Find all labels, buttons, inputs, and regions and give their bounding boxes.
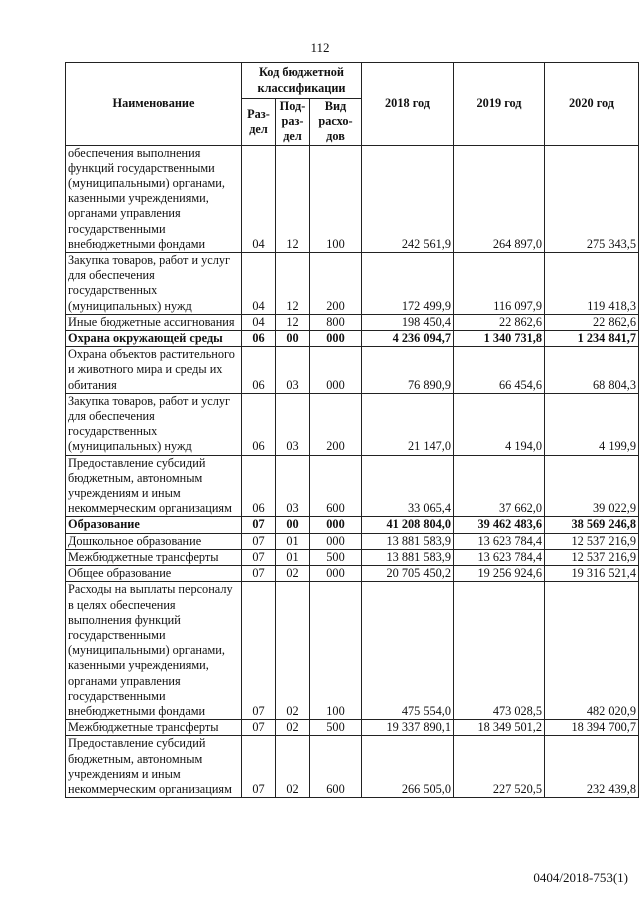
cell-expense-type: 000 bbox=[310, 331, 362, 347]
cell-subsection: 12 bbox=[276, 253, 310, 315]
cell-expense-type: 000 bbox=[310, 566, 362, 582]
cell-section: 06 bbox=[242, 331, 276, 347]
cell-2019: 37 662,0 bbox=[454, 455, 545, 517]
cell-name: Охрана окружающей среды bbox=[66, 331, 242, 347]
cell-section: 07 bbox=[242, 720, 276, 736]
cell-2020: 19 316 521,4 bbox=[545, 566, 639, 582]
cell-2019: 66 454,6 bbox=[454, 347, 545, 394]
cell-name: Предоставление субсидий бюджетным, автономным учреждениям и иным некоммерческим организациям bbox=[66, 736, 242, 798]
table-row bbox=[66, 549, 639, 565]
table-row bbox=[66, 582, 639, 720]
cell-2020: 68 804,3 bbox=[545, 347, 639, 394]
cell-2018: 172 499,9 bbox=[362, 253, 454, 315]
budget-table bbox=[65, 62, 639, 798]
cell-subsection: 02 bbox=[276, 582, 310, 720]
cell-expense-type: 100 bbox=[310, 145, 362, 252]
table-row bbox=[66, 331, 639, 347]
cell-2020: 38 569 246,8 bbox=[545, 517, 639, 533]
header-name: Наименование bbox=[66, 63, 242, 146]
cell-2019: 473 028,5 bbox=[454, 582, 545, 720]
cell-subsection: 03 bbox=[276, 393, 310, 455]
table-row bbox=[66, 533, 639, 549]
cell-2019: 116 097,9 bbox=[454, 253, 545, 315]
cell-2018: 21 147,0 bbox=[362, 393, 454, 455]
cell-section: 07 bbox=[242, 533, 276, 549]
cell-expense-type: 600 bbox=[310, 455, 362, 517]
cell-2019: 13 623 784,4 bbox=[454, 549, 545, 565]
cell-expense-type: 000 bbox=[310, 347, 362, 394]
cell-section: 07 bbox=[242, 736, 276, 798]
cell-section: 06 bbox=[242, 347, 276, 394]
cell-name: Закупка товаров, работ и услуг для обеспечения государственных (муниципальных) нужд bbox=[66, 393, 242, 455]
table-row bbox=[66, 253, 639, 315]
cell-expense-type: 500 bbox=[310, 720, 362, 736]
cell-name: Закупка товаров, работ и услуг для обеспечения государственных (муниципальных) нужд bbox=[66, 253, 242, 315]
header-section: Раз-дел bbox=[242, 99, 276, 146]
cell-subsection: 02 bbox=[276, 566, 310, 582]
table-row bbox=[66, 393, 639, 455]
cell-2019: 264 897,0 bbox=[454, 145, 545, 252]
cell-name: Расходы на выплаты персоналу в целях обеспечения выполнения функций государственными (муниципальными) органами, казенными учреждениями, органами управления государственными внебюджетными фондами bbox=[66, 582, 242, 720]
cell-subsection: 01 bbox=[276, 533, 310, 549]
cell-subsection: 00 bbox=[276, 517, 310, 533]
header-2020: 2020 год bbox=[545, 63, 639, 146]
cell-2018: 41 208 804,0 bbox=[362, 517, 454, 533]
cell-expense-type: 800 bbox=[310, 314, 362, 330]
cell-subsection: 03 bbox=[276, 455, 310, 517]
cell-expense-type: 000 bbox=[310, 533, 362, 549]
cell-2018: 242 561,9 bbox=[362, 145, 454, 252]
cell-subsection: 02 bbox=[276, 736, 310, 798]
cell-2018: 33 065,4 bbox=[362, 455, 454, 517]
cell-2019: 13 623 784,4 bbox=[454, 533, 545, 549]
cell-2018: 13 881 583,9 bbox=[362, 533, 454, 549]
cell-2020: 482 020,9 bbox=[545, 582, 639, 720]
cell-2020: 12 537 216,9 bbox=[545, 549, 639, 565]
cell-name: Общее образование bbox=[66, 566, 242, 582]
cell-subsection: 12 bbox=[276, 314, 310, 330]
table-row bbox=[66, 314, 639, 330]
table-row bbox=[66, 736, 639, 798]
cell-2019: 1 340 731,8 bbox=[454, 331, 545, 347]
cell-2019: 22 862,6 bbox=[454, 314, 545, 330]
cell-2018: 76 890,9 bbox=[362, 347, 454, 394]
cell-2019: 19 256 924,6 bbox=[454, 566, 545, 582]
cell-subsection: 12 bbox=[276, 145, 310, 252]
cell-section: 07 bbox=[242, 566, 276, 582]
cell-name: обеспечения выполнения функций государственными (муниципальными) органами, казенными учреждениями, органами управления государственными внебюджетными фондами bbox=[66, 145, 242, 252]
cell-2019: 227 520,5 bbox=[454, 736, 545, 798]
cell-expense-type: 600 bbox=[310, 736, 362, 798]
table-row bbox=[66, 145, 639, 252]
cell-section: 06 bbox=[242, 393, 276, 455]
header-2019: 2019 год bbox=[454, 63, 545, 146]
cell-2020: 119 418,3 bbox=[545, 253, 639, 315]
cell-2019: 39 462 483,6 bbox=[454, 517, 545, 533]
page-number: 112 bbox=[310, 40, 330, 55]
cell-name: Образование bbox=[66, 517, 242, 533]
table-row bbox=[66, 455, 639, 517]
cell-2019: 18 349 501,2 bbox=[454, 720, 545, 736]
table-row bbox=[66, 517, 639, 533]
cell-section: 04 bbox=[242, 253, 276, 315]
cell-2020: 39 022,9 bbox=[545, 455, 639, 517]
cell-subsection: 03 bbox=[276, 347, 310, 394]
cell-expense-type: 500 bbox=[310, 549, 362, 565]
cell-subsection: 01 bbox=[276, 549, 310, 565]
cell-2018: 266 505,0 bbox=[362, 736, 454, 798]
cell-2020: 18 394 700,7 bbox=[545, 720, 639, 736]
cell-section: 07 bbox=[242, 549, 276, 565]
cell-subsection: 00 bbox=[276, 331, 310, 347]
cell-2018: 198 450,4 bbox=[362, 314, 454, 330]
cell-name: Межбюджетные трансферты bbox=[66, 720, 242, 736]
document-code: 0404/2018-753(1) bbox=[533, 870, 628, 885]
cell-name: Охрана объектов растительного и животного мира и среды их обитания bbox=[66, 347, 242, 394]
cell-2020: 22 862,6 bbox=[545, 314, 639, 330]
cell-2020: 275 343,5 bbox=[545, 145, 639, 252]
cell-2018: 4 236 094,7 bbox=[362, 331, 454, 347]
cell-expense-type: 200 bbox=[310, 253, 362, 315]
cell-section: 06 bbox=[242, 455, 276, 517]
header-expense-type: Вид расхо-дов bbox=[310, 99, 362, 146]
cell-2018: 13 881 583,9 bbox=[362, 549, 454, 565]
cell-name: Дошкольное образование bbox=[66, 533, 242, 549]
cell-2020: 12 537 216,9 bbox=[545, 533, 639, 549]
cell-expense-type: 100 bbox=[310, 582, 362, 720]
cell-expense-type: 200 bbox=[310, 393, 362, 455]
header-subsection: Под-раз-дел bbox=[276, 99, 310, 146]
cell-2020: 1 234 841,7 bbox=[545, 331, 639, 347]
cell-name: Иные бюджетные ассигнования bbox=[66, 314, 242, 330]
cell-2018: 19 337 890,1 bbox=[362, 720, 454, 736]
table-row bbox=[66, 720, 639, 736]
cell-2018: 475 554,0 bbox=[362, 582, 454, 720]
cell-name: Предоставление субсидий бюджетным, автономным учреждениям и иным некоммерческим организациям bbox=[66, 455, 242, 517]
cell-section: 04 bbox=[242, 145, 276, 252]
cell-2020: 4 199,9 bbox=[545, 393, 639, 455]
cell-2020: 232 439,8 bbox=[545, 736, 639, 798]
cell-2019: 4 194,0 bbox=[454, 393, 545, 455]
cell-name: Межбюджетные трансферты bbox=[66, 549, 242, 565]
cell-section: 07 bbox=[242, 517, 276, 533]
table-row bbox=[66, 347, 639, 394]
cell-section: 07 bbox=[242, 582, 276, 720]
table-row bbox=[66, 566, 639, 582]
cell-expense-type: 000 bbox=[310, 517, 362, 533]
cell-subsection: 02 bbox=[276, 720, 310, 736]
header-code-group: Код бюджетной классификации bbox=[242, 63, 362, 99]
header-2018: 2018 год bbox=[362, 63, 454, 146]
cell-section: 04 bbox=[242, 314, 276, 330]
cell-2018: 20 705 450,2 bbox=[362, 566, 454, 582]
